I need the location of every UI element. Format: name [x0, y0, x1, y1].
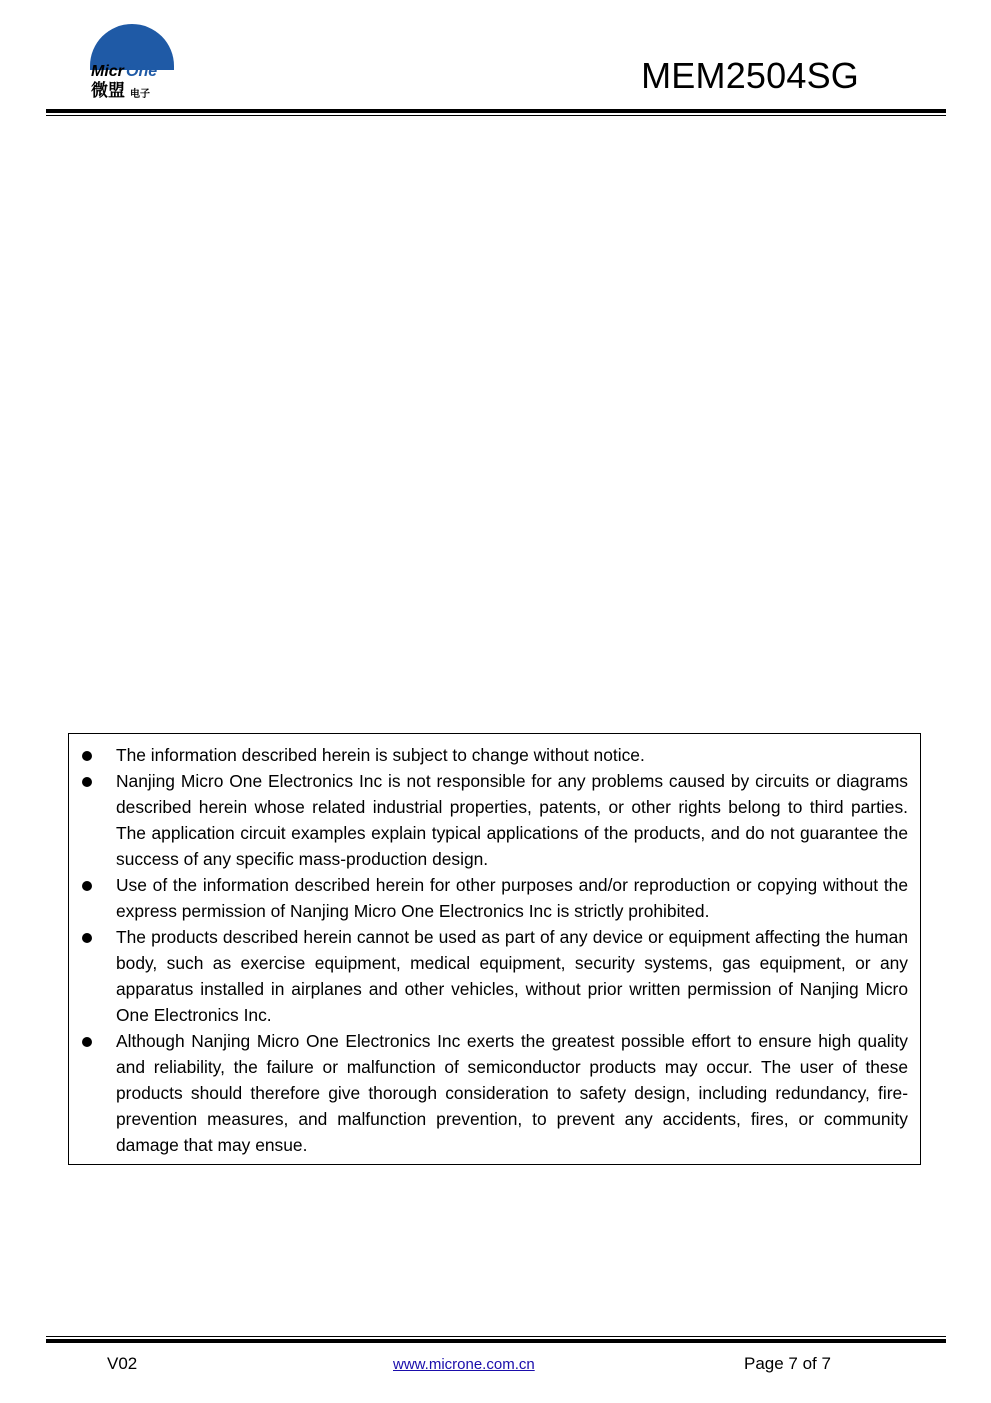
logo-text-cn: 微盟 — [91, 81, 125, 101]
disclaimer-text: Nanjing Micro One Electronics Inc is not responsible for any problems caused by circuits or diagrams described herein whose related industrial properties, patents, or other rights belong to third parties. The application circuit examples explain typical applications of the products, and do not guarantee the success of any specific mass-production design. — [116, 771, 908, 869]
disclaimer-item — [69, 1028, 908, 1158]
bullet-icon — [82, 777, 92, 787]
footer-version: V02 — [107, 1354, 138, 1373]
header-rule-thick — [46, 109, 946, 113]
footer-page-number: Page 7 of 7 — [744, 1354, 831, 1373]
bullet-icon — [82, 933, 92, 943]
disclaimer-item — [69, 742, 908, 768]
disclaimer-item — [69, 768, 908, 872]
logo-text-en-suffix: One — [126, 63, 158, 80]
company-logo — [86, 24, 178, 102]
disclaimer-item — [69, 872, 908, 924]
part-number-title: MEM2504SG — [641, 55, 859, 96]
header-rule-thin — [46, 115, 946, 116]
logo-text-en-prefix: Micr — [91, 63, 124, 80]
logo-text-cn-small: 电子 — [130, 89, 150, 100]
footer-website-link[interactable]: www.microne.com.cn — [393, 1356, 535, 1373]
footer-rule-thin — [46, 1336, 946, 1337]
bullet-icon — [82, 1037, 92, 1047]
disclaimer-item — [69, 924, 908, 1028]
disclaimer-box — [68, 733, 921, 1165]
bullet-icon — [82, 881, 92, 891]
footer-rule-thick — [46, 1339, 946, 1343]
disclaimer-list — [69, 734, 920, 1158]
disclaimer-text: The products described herein cannot be used as part of any device or equipment affecting the human body, such as exercise equipment, medical equipment, security systems, gas equipment, or any apparatus installed in airplanes and other vehicles, without prior written permission of Nanjing Micro One Electronics Inc. — [116, 927, 908, 1025]
disclaimer-text: The information described herein is subject to change without notice. — [116, 745, 645, 765]
disclaimer-text: Although Nanjing Micro One Electronics Inc exerts the greatest possible effort to ensure high quality and reliability, the failure or malfunction of semiconductor products may occur. The user of these products should therefore give thorough consideration to safety design, including redundancy, fire-prevention measures, and malfunction prevention, to prevent any accidents, fires, or community damage that may ensue. — [116, 1031, 908, 1155]
bullet-icon — [82, 751, 92, 761]
disclaimer-text: Use of the information described herein for other purposes and/or reproduction or copying without the express permission of Nanjing Micro One Electronics Inc is strictly prohibited. — [116, 875, 908, 921]
